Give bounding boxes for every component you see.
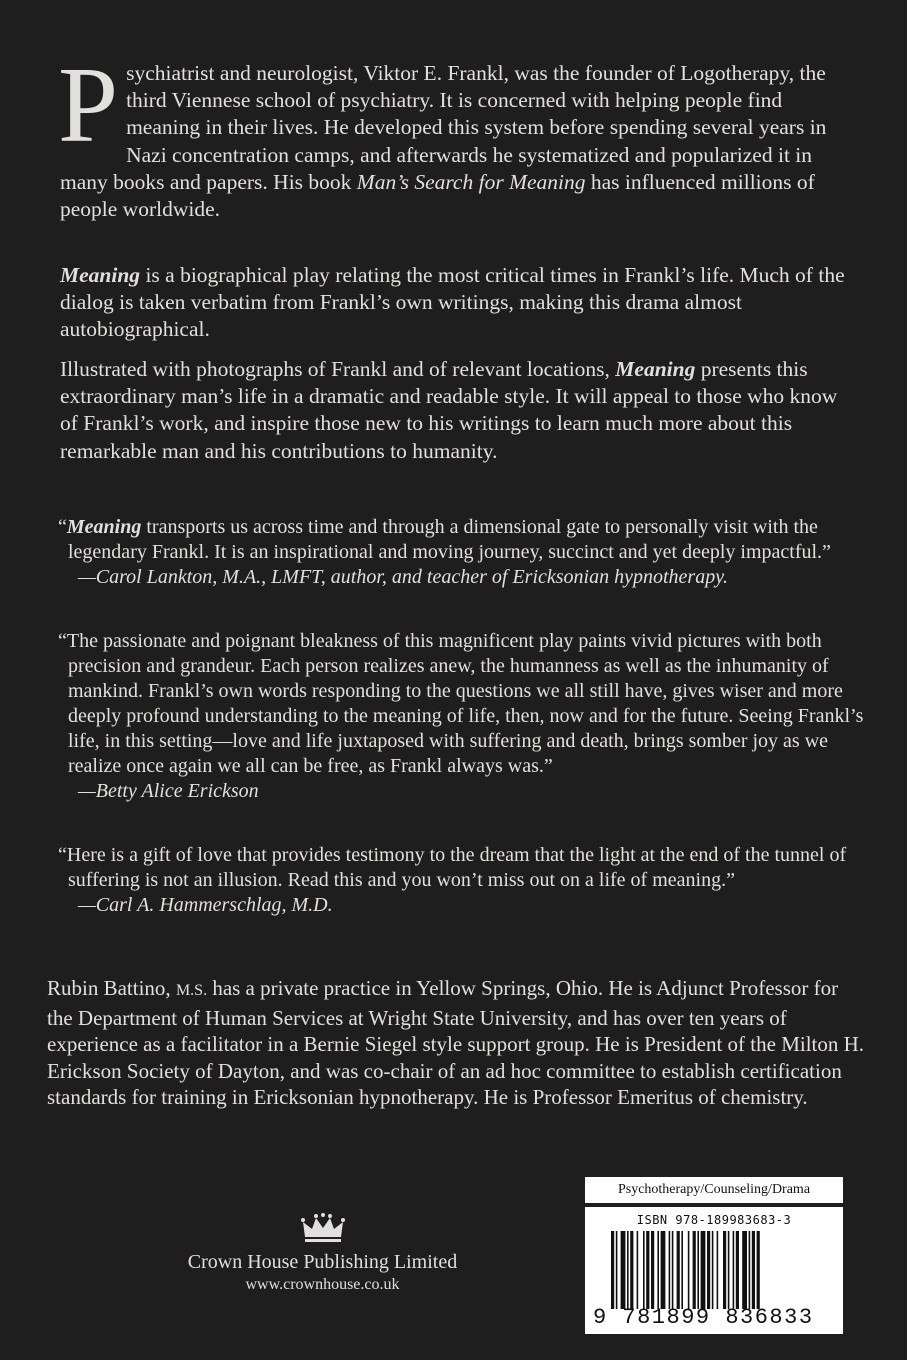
publisher-url: www.crownhouse.co.uk xyxy=(245,1276,400,1293)
author-name: Rubin Battino, xyxy=(47,976,176,1000)
play-title: Meaning xyxy=(66,516,142,538)
blurb-p1-text-b: has influenced millions of people worldwide. xyxy=(60,169,815,222)
isbn-barcode xyxy=(585,1207,843,1334)
blurb-p3-text-a: Illustrated with photographs of Frankl and of relevant locations, xyxy=(60,357,616,381)
blurb-paragraph-1 xyxy=(58,46,860,223)
play-title: Meaning xyxy=(60,263,141,287)
quote-text: “The passionate and poignant bleakness of this magnificent play paints vivid pictures with both precision and grandeur. Each person realizes anew, the humanness as well as the inhumanity of mankind. Frankl’s own words responding to the questions we all still have, gives wiser and more deeply profound understanding to the meaning of life, then, now and for the future. Seeing Frankl’s life, in this setting—love and life juxtaposed with suffering and death, brings somber joy as we realize once again we all can be free, as Frankl always was.” xyxy=(58,630,864,777)
quote-attribution: —Betty Alice Erickson xyxy=(78,780,259,802)
barcode-bars xyxy=(611,1231,821,1309)
review-quote-1: “Meaning transports us across time and through a dimensional gate to personally visit with the legendary Frankl. It is an inspirational and moving journey, succinct and yet deeply impactful.” —Carol Lankton, M.A., LMFT, author, and teacher of Ericksonian hypnotherapy. xyxy=(58,515,868,590)
drop-cap: P xyxy=(58,46,119,165)
category-label: Psychotherapy/Counseling/Drama xyxy=(585,1177,843,1203)
crown-icon xyxy=(301,1213,345,1243)
review-quote-2 xyxy=(58,629,868,804)
play-title: Meaning xyxy=(615,357,696,381)
book-title-mans-search: Man’s Search for Meaning xyxy=(356,169,586,194)
blurb-p2-text: is a biographical play relating the most critical times in Frankl’s life. Much of the dialog is taken verbatim from Frankl’s own writings, making this drama almost autobiographical. xyxy=(60,263,845,342)
author-degree: M.S. xyxy=(175,982,208,999)
isbn-label: ISBN 978-189983683-3 xyxy=(636,1213,792,1227)
quote-attribution: —Carl A. Hammerschlag, M.D. xyxy=(78,894,333,916)
author-bio-text: has a private practice in Yellow Springs, Ohio. He is Adjunct Professor for the Department of Human Services at Wright State University, and has over ten years of experience as a facilitator in a Bernie Siegel style support group. He is President of the Milton H. Erickson Society of Dayton, and was co-chair of an ad hoc committee to establish certification standards for training in Ericksonian hypnotherapy. He is Professor Emeritus of chemistry. xyxy=(47,976,865,1109)
barcode-digits: 9 781899 836833 xyxy=(593,1305,814,1330)
publisher-name: Crown House Publishing Limited xyxy=(187,1251,458,1273)
blurb-p3-text-b: presents this extraordinary man’s life in a dramatic and readable style. It will appeal to those who know of Frankl’s work, and inspire those new to his writings to learn much more about this remarkable man and his contributions to humanity. xyxy=(60,357,838,463)
quote-text: “Here is a gift of love that provides testimony to the dream that the light at the end of the tunnel of suffering is not an illusion. Read this and you won’t miss out on a life of meaning.” xyxy=(58,844,847,891)
review-quote-3 xyxy=(58,843,868,918)
quote-text: transports us across time and through a dimensional gate to personally visit with the legendary Frankl. It is an inspirational and moving journey, succinct and yet deeply impactful.” xyxy=(68,516,831,563)
blurb-paragraph-3 xyxy=(60,356,860,465)
quote-attribution: —Carol Lankton, M.A., LMFT, author, and teacher of Ericksonian hypnotherapy. xyxy=(78,566,728,588)
blurb-p1-text-a: sychiatrist and neurologist, Viktor E. Frankl, was the founder of Logotherapy, the third Viennese school of psychiatry. It is concerned with helping people find meaning in their lives. He developed this system before spending several years in Nazi concentration camps, and afterwards he systematized and popularized it in many books and papers. His book xyxy=(60,61,827,194)
publisher-block xyxy=(165,1213,480,1294)
author-bio xyxy=(47,975,867,1111)
blurb-paragraph-2 xyxy=(60,262,860,344)
